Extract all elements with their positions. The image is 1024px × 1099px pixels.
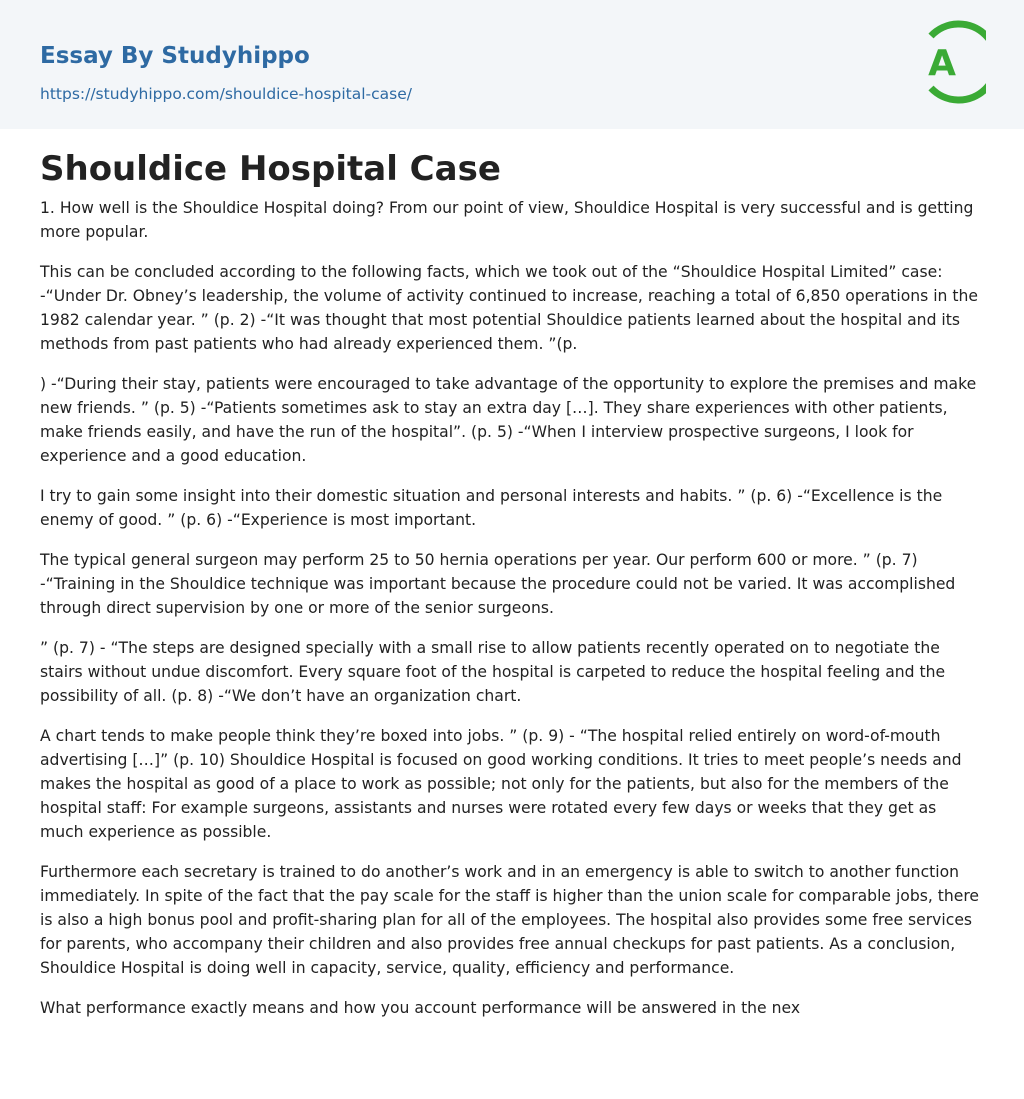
- article-paragraph: This can be concluded according to the following facts, which we took out of the “Shouldice Hospital Limited” case: -“Under Dr. Obney’s leadership, the volume of activity continued to increase, reaching a total of 6,850 operations in the 1982 calendar year. ” (p. 2) -“It was thought that most potential Shouldice patients learned about the hospital and its methods from past patients who had already experienced them. ”(p.: [40, 263, 978, 353]
- article-paragraph: What performance exactly means and how you account performance will be answered in the nex: [40, 999, 801, 1017]
- article: [0, 147, 1024, 1020]
- site-brand[interactable]: Essay By Studyhippo: [40, 43, 310, 69]
- studyhippo-logo-icon[interactable]: [914, 18, 986, 106]
- site-header: [0, 0, 1024, 129]
- logo-letter: A: [928, 43, 956, 84]
- page-title: Shouldice Hospital Case: [40, 149, 501, 189]
- article-paragraph: Furthermore each secretary is trained to do another’s work and in an emergency is able to switch to another function immediately. In spite of the fact that the pay scale for the staff is higher than the union scale for comparable jobs, there is also a high bonus pool and profit-sharing plan for all of the employees. The hospital also provides some free services for parents, who accompany their children and also provides free annual checkups for past patients. As a conclusion, Shouldice Hospital is doing well in capacity, service, quality, efficiency and performance.: [40, 863, 980, 977]
- article-paragraph: The typical general surgeon may perform 25 to 50 hernia operations per year. Our perform 600 or more. ” (p. 7) -“Training in the Shouldice technique was important because the procedure could not be varied. It was accomplished through direct supervision by one or more of the senior surgeons.: [40, 551, 956, 617]
- article-paragraph: I try to gain some insight into their domestic situation and personal interests and habits. ” (p. 6) -“Excellence is the enemy of good. ” (p. 6) -“Experience is most important.: [40, 487, 943, 529]
- article-paragraph: ” (p. 7) - “The steps are designed specially with a small rise to allow patients recently operated on to negotiate the stairs without undue discomfort. Every square foot of the hospital is carpeted to reduce the hospital feeling and the possibility of all. (p. 8) -“We don’t have an organization chart.: [40, 639, 946, 705]
- article-paragraph: ) -“During their stay, patients were encouraged to take advantage of the opportunity to explore the premises and make new friends. ” (p. 5) -“Patients sometimes ask to stay an extra day […]. They share experiences with other patients, make friends easily, and have the run of the hospital”. (p. 5) -“When I interview prospective surgeons, I look for experience and a good education.: [40, 375, 977, 465]
- article-paragraph: A chart tends to make people think they’re boxed into jobs. ” (p. 9) - “The hospital relied entirely on word-of-mouth advertising […]” (p. 10) Shouldice Hospital is focused on good working conditions. It tries to meet people’s needs and makes the hospital as good of a place to work as possible; not only for the patients, but also for the members of the hospital staff: For example surgeons, assistants and nurses were rotated every few days or weeks that they get as much experience as possible.: [40, 727, 962, 841]
- article-paragraph: 1. How well is the Shouldice Hospital doing? From our point of view, Shouldice Hospital is very successful and is getting more popular.: [40, 199, 974, 241]
- essay-url-link[interactable]: https://studyhippo.com/shouldice-hospital-case/: [40, 85, 412, 103]
